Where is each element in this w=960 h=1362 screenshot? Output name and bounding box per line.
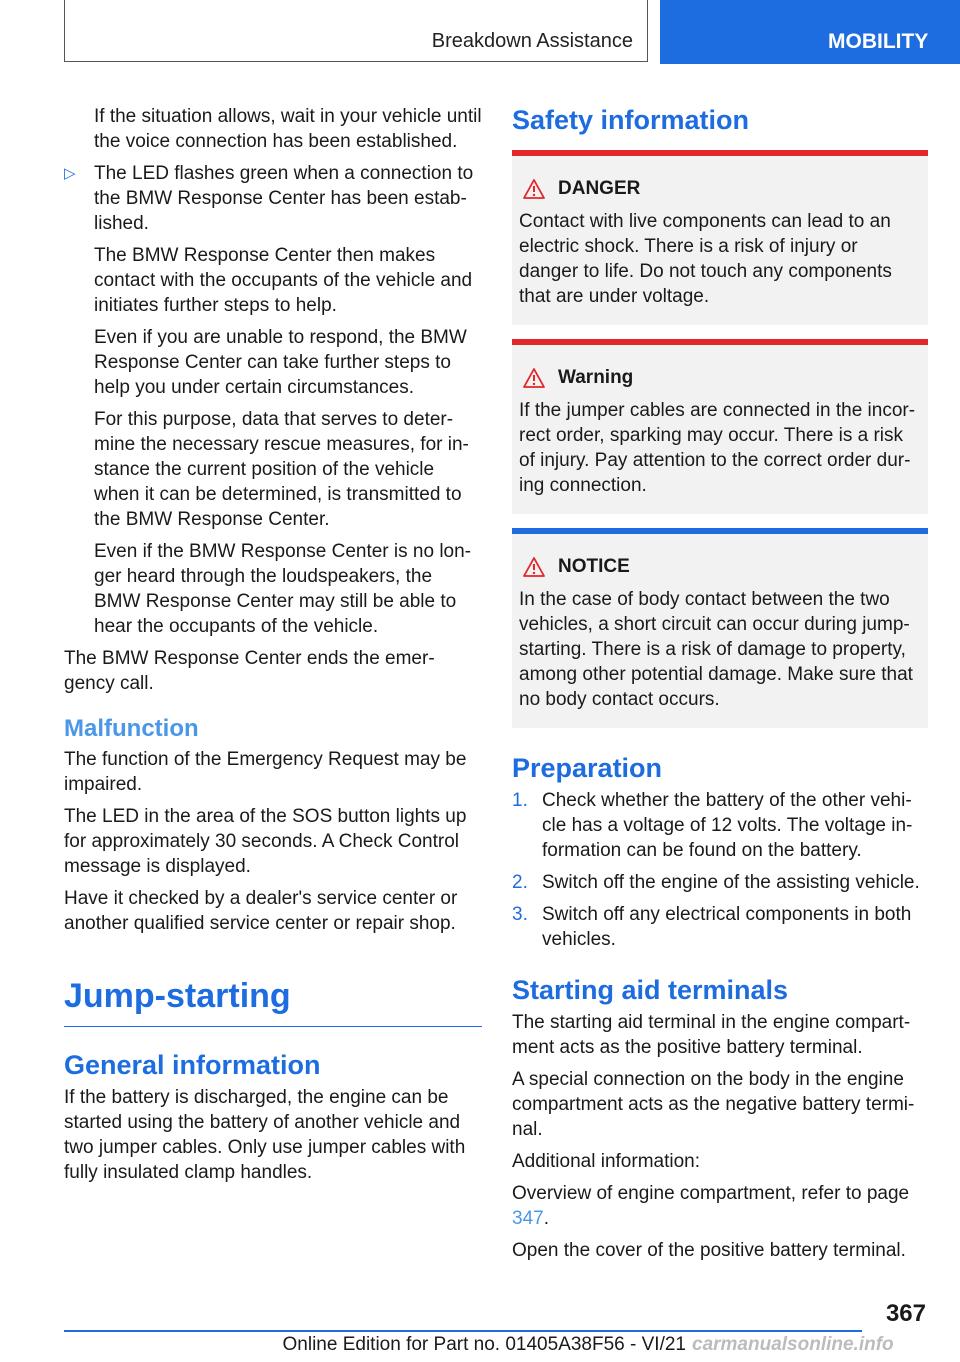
warning-triangle-icon bbox=[522, 178, 546, 200]
heading-starting-aid-terminals: Starting aid terminals bbox=[512, 975, 789, 1005]
paragraph: The BMW Response Center then makes contact with the occupants of the vehicle and initiates further steps to help. bbox=[94, 245, 473, 316]
warning-triangle-icon bbox=[522, 556, 546, 578]
paragraph: The BMW Response Center ends the emer-gency call. bbox=[64, 648, 435, 694]
paragraph: The function of the Emergency Request may be impaired. bbox=[64, 749, 467, 795]
reference-end: . bbox=[543, 1208, 549, 1229]
step-number: 3. bbox=[512, 904, 528, 925]
danger-note bbox=[512, 150, 928, 325]
heading-jump-starting: Jump-starting bbox=[64, 976, 482, 1027]
footer-divider bbox=[64, 1330, 862, 1332]
paragraph: The starting aid terminal in the engine compart-ment acts as the positive battery terminal. bbox=[512, 1012, 911, 1058]
paragraph: If the situation allows, wait in your vehicle until the voice connection has been established. bbox=[94, 106, 482, 152]
right-column bbox=[512, 104, 928, 1270]
paragraph bbox=[512, 1181, 928, 1231]
heading-preparation: Preparation bbox=[512, 753, 663, 783]
paragraph: A special connection on the body in the engine compartment acts as the negative battery termi-nal. bbox=[512, 1069, 915, 1140]
note-body: Contact with live components can lead to an electric shock. There is a risk of injury or danger to life. Do not touch any components that are under voltage. bbox=[519, 211, 892, 307]
bullet-text: The LED flashes green when a connection to the BMW Response Center has been estab-lished. bbox=[94, 163, 474, 234]
step-number: 2. bbox=[512, 872, 528, 893]
page-number: 367 bbox=[885, 1300, 926, 1327]
notice-note bbox=[512, 528, 928, 728]
list-item bbox=[512, 788, 928, 863]
step-text: Check whether the battery of the other vehi-cle has a voltage of 12 volts. The voltage in-formation can be found on the battery. bbox=[542, 790, 913, 861]
step-number: 1. bbox=[512, 790, 528, 811]
heading-safety-information: Safety information bbox=[512, 105, 750, 135]
page-link[interactable]: 347 bbox=[512, 1208, 544, 1229]
watermark: carmanualsonline.info bbox=[692, 1334, 894, 1355]
left-column bbox=[64, 104, 482, 1192]
footer-edition: Online Edition for Part no. 01405A38F56 - VI/21 bbox=[282, 1334, 686, 1355]
paragraph: The LED in the area of the SOS button lights up for approximately 30 seconds. A Check Control message is displayed. bbox=[64, 806, 467, 877]
list-item bbox=[512, 870, 928, 895]
note-title: Warning bbox=[558, 367, 634, 388]
paragraph: Open the cover of the positive battery terminal. bbox=[512, 1240, 906, 1261]
step-text: Switch off any electrical components in both vehicles. bbox=[542, 904, 912, 950]
paragraph: Additional information: bbox=[512, 1151, 700, 1172]
list-item bbox=[512, 902, 928, 952]
note-body: In the case of body contact between the two vehicles, a short circuit can occur during jump-starting. There is a risk of damage to property, among other potential damage. Make sure that no body contact occurs. bbox=[519, 589, 913, 710]
paragraph: Have it checked by a dealer's service center or another qualified service center or repair shop. bbox=[64, 888, 458, 934]
note-title: NOTICE bbox=[558, 556, 630, 577]
paragraph: Even if the BMW Response Center is no lon-ger heard through the loudspeakers, the BMW Response Center may still be able to hear the occupants of the vehicle. bbox=[94, 541, 472, 637]
bullet-arrow-icon: ▷ bbox=[64, 165, 76, 182]
chapter-tab: MOBILITY bbox=[660, 0, 960, 64]
heading-general-information: General information bbox=[64, 1050, 321, 1080]
heading-malfunction: Malfunction bbox=[64, 715, 199, 742]
step-text: Switch off the engine of the assisting vehicle. bbox=[542, 872, 920, 893]
warning-triangle-icon bbox=[522, 367, 546, 389]
section-title: Breakdown Assistance bbox=[64, 0, 648, 62]
page-header bbox=[0, 0, 960, 66]
warning-note bbox=[512, 339, 928, 514]
paragraph: Even if you are unable to respond, the BMW Response Center can take further steps to help you under certain circumstances. bbox=[94, 327, 467, 398]
bullet-item bbox=[64, 161, 482, 236]
reference-text: Overview of engine compartment, refer to page bbox=[512, 1183, 910, 1204]
note-title: DANGER bbox=[558, 178, 641, 199]
note-body: If the jumper cables are connected in the incor-rect order, sparking may occur. There is a risk of injury. Pay attention to the correct order dur-ing connection. bbox=[519, 400, 916, 496]
paragraph: If the battery is discharged, the engine can be started using the battery of another vehicle and two jumper cables. Only use jumper cables with fully insulated clamp handles. bbox=[64, 1087, 466, 1183]
paragraph: For this purpose, data that serves to deter-mine the necessary rescue measures, for in-stance the current position of the vehicle when it can be determined, is transmitted to the BMW Response Center. bbox=[94, 409, 469, 530]
